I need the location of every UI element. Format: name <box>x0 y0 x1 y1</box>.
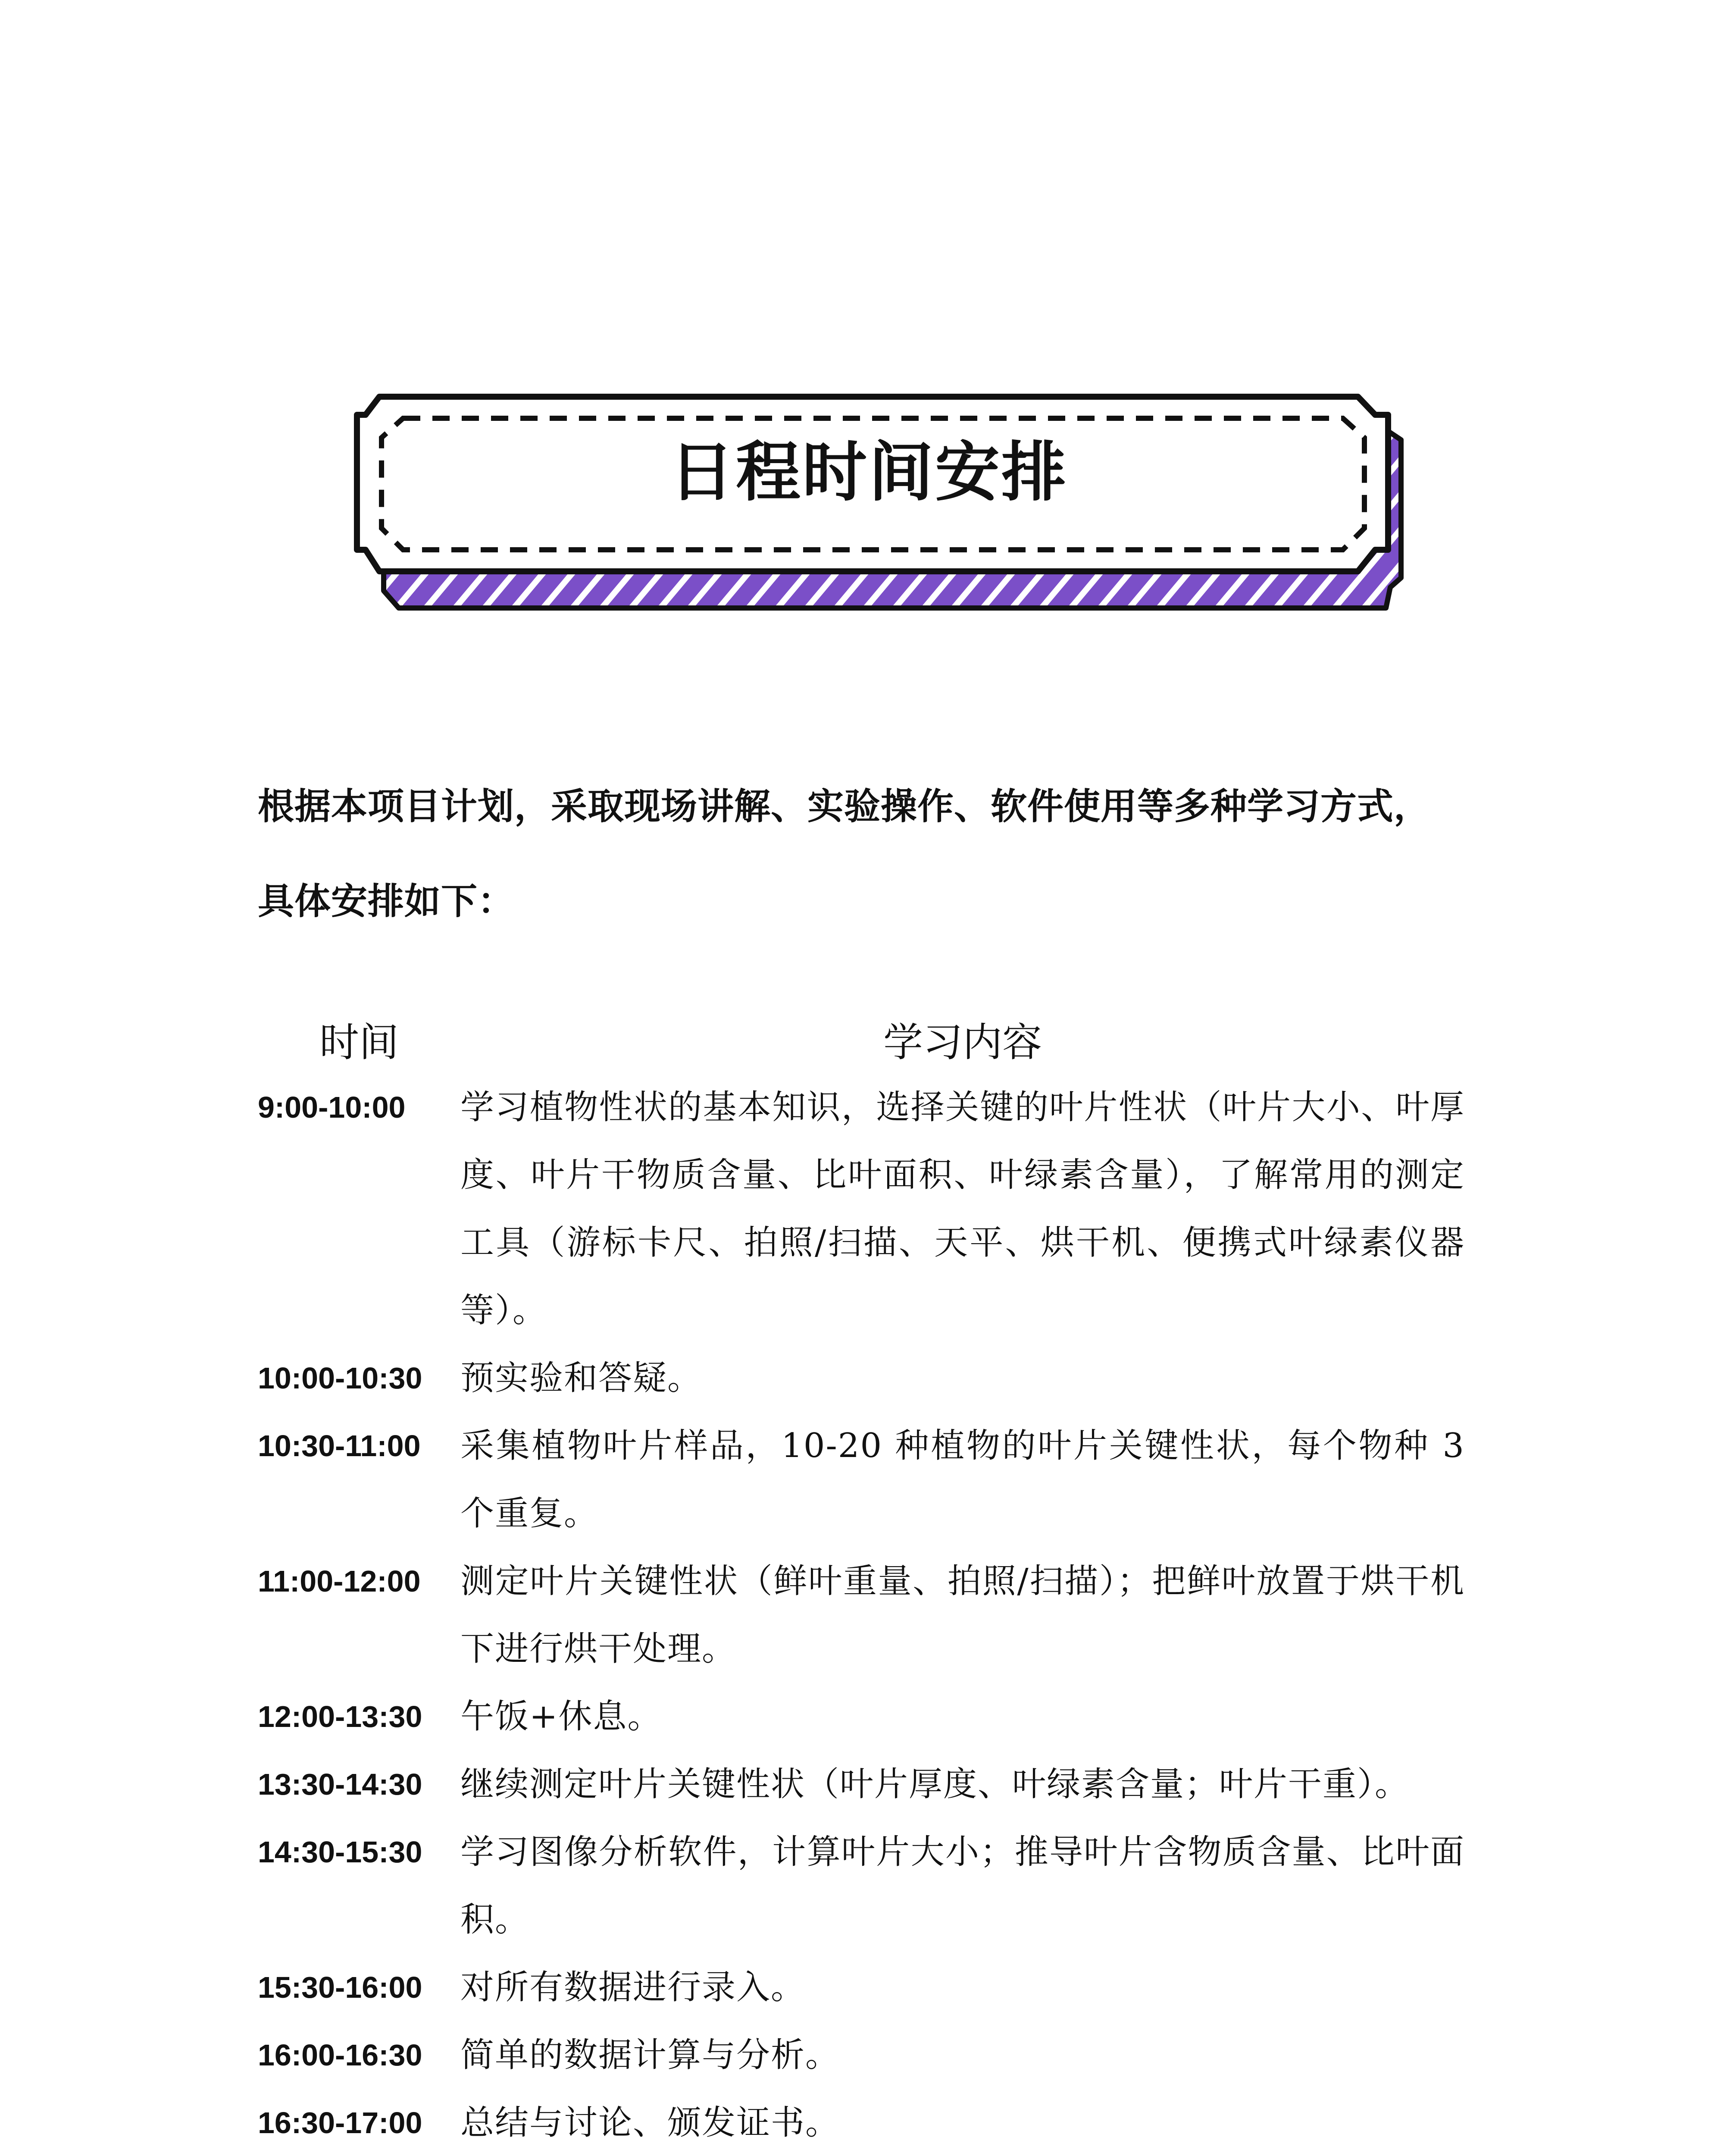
schedule-row <box>258 1344 1465 1412</box>
row-content: 学习图像分析软件，计算叶片大小；推导叶片含物质含量、比叶面积。 <box>460 1833 1465 1939</box>
row-content: 继续测定叶片关键性状（叶片厚度、叶绿素含量；叶片干重）。 <box>460 1765 1410 1804</box>
row-content: 对所有数据进行录入。 <box>460 1968 806 2007</box>
schedule-row <box>258 1818 1465 1954</box>
row-time: 11:00-12:00 <box>258 1564 421 1598</box>
row-time: 16:30-17:00 <box>258 2106 422 2140</box>
schedule-row <box>258 1074 1465 1344</box>
schedule-row <box>258 2021 1465 2089</box>
row-time: 15:30-16:00 <box>258 1971 422 2004</box>
schedule-row <box>258 1412 1465 1548</box>
row-time: 12:00-13:30 <box>258 1700 422 1733</box>
row-content: 简单的数据计算与分析。 <box>460 2036 840 2075</box>
header-time: 时间 <box>319 1019 399 1065</box>
row-time: 9:00-10:00 <box>258 1091 406 1124</box>
row-time: 13:30-14:30 <box>258 1767 422 1801</box>
row-time: 10:00-10:30 <box>258 1361 422 1395</box>
page-title: 日程时间安排 <box>669 434 1068 510</box>
row-content: 测定叶片关键性状（鲜叶重量、拍照/扫描）；把鲜叶放置于烘干机下进行烘干处理。 <box>460 1562 1465 1668</box>
schedule-row <box>258 1548 1465 1683</box>
schedule-header <box>258 1005 1465 1074</box>
header-content: 学习内容 <box>883 1019 1042 1065</box>
schedule-row <box>258 2089 1465 2156</box>
title-banner <box>353 375 1414 617</box>
row-content: 采集植物叶片样品，10-20 种植物的叶片关键性状，每个物种 3 个重复。 <box>460 1426 1465 1533</box>
schedule-row <box>258 1954 1465 2021</box>
row-content: 总结与讨论、颁发证书。 <box>460 2103 840 2142</box>
schedule-row <box>258 1751 1465 1818</box>
row-time: 16:00-16:30 <box>258 2038 422 2072</box>
intro-paragraph: 根据本项目计划，采取现场讲解、实验操作、软件使用等多种学习方式，具体安排如下： <box>258 785 1431 922</box>
row-time: 14:30-15:30 <box>258 1835 422 1869</box>
row-time: 10:30-11:00 <box>258 1429 421 1463</box>
schedule-table <box>258 1005 1465 2156</box>
row-content: 午饭+休息。 <box>460 1697 662 1736</box>
schedule-row <box>258 1683 1465 1751</box>
row-content: 学习植物性状的基本知识，选择关键的叶片性状（叶片大小、叶厚度、叶片干物质含量、比叶面积、叶绿素含量），了解常用的测定工具（游标卡尺、拍照/扫描、天平、烘干机、便携式叶绿素仪器等）。 <box>460 1088 1465 1330</box>
row-content: 预实验和答疑。 <box>460 1359 702 1398</box>
